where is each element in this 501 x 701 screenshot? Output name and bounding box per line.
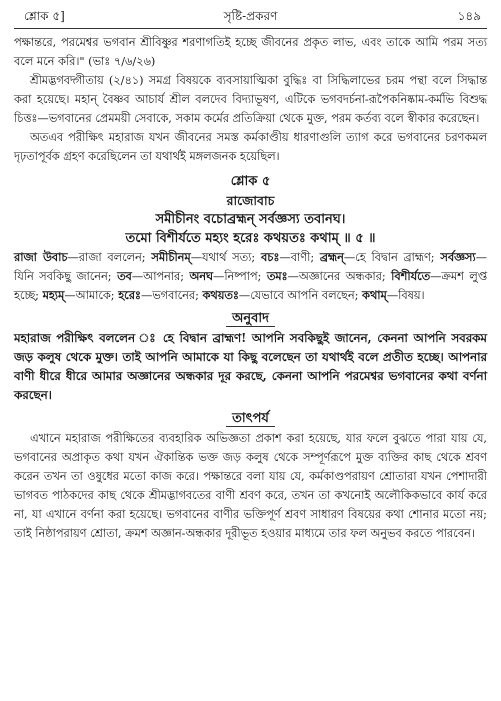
verse-line-2: তমো বিশীর্যতে মহ্যং হরেঃ কথয়তঃ কথাম্ ॥ ৫ ॥ [125,231,376,246]
page-number: ১৪৯ [457,9,481,23]
synonym-word: অনঘ [189,269,214,283]
translation-text: মহারাজ পরীক্ষিৎ বললেন ঃ হে বিদ্বান ব্রাহ্মণ! আপনি সবকিছুই জানেন, কেননা আপনি সবরকম জড় কলুষ থেকে মুক্ত। তাই আপনি আমাকে যা কিছু বলেছেন তা যথার্থই বলে প্রতীত হচ্ছে। আপনার বাণী ধীরে ধীরে আমার অজ্ঞানের অন্ধকার দূর করছে, কেননা আপনি পরমেশ্বর ভগবানের কথা বর্ণনা করছেন। [14,331,487,402]
synonym-meaning: —ক্রমশ লুপ্ত হচ্ছে; [14,270,487,302]
synonym-meaning: —অজ্ঞানের অন্ধকার; [287,270,392,283]
synonym-word: তমঃ [266,269,288,283]
synonym-word: ব্রহ্মন্ [319,250,344,264]
synonym-meaning: —রাজা বললেন; [67,251,152,264]
synonym-meaning: —যেভাবে আপনি বলছেন; [238,289,363,302]
intro-paragraph-2: শ্রীমদ্ভগবদ্গীতায় (২/৪১) সমগ্র বিষয়কে ব্যবসায়াত্মিকা বুদ্ধিঃ বা সিদ্ধিলাভের চরম পন্থা বলে সিদ্ধান্ত করা হয়েছে। মহান্ বৈষ্ণব আচার্য শ্রীল বলদেব বিদ্যাভূষণ, এটিকে ভগবদর্চনা-রূপৈকনিষ্কাম-কর্মভি বিশুদ্ধ চিত্তঃ—ভগবানের প্রেমময়ী সেবাকে, সকাম কর্মের প্রতিক্রিয়া থেকে মুক্ত, পরম কর্তব্য বলে স্বীকার করেছেন। [14,74,487,125]
header-rule [14,28,487,29]
synonym-word: কথয়তঃ [202,288,239,302]
synonym-word: কথাম্ [362,288,387,302]
synonym-word: বিশীর্যতে [391,269,431,283]
purport-heading: তাৎপর্য [14,409,487,429]
purport-text: এখানে মহারাজ পরীক্ষিতের ব্যবহারিক অভিজ্ঞতা প্রকাশ করা হয়েছে, যার ফলে বুঝতে পারা যায় যে, ভগবানের অপ্রাকৃত কথা যখন ঐকান্তিক ভক্ত জড় কলুষ থেকে সম্পূর্ণরূপে মুক্ত ব্যক্তির কাছ থেকে শ্রবণ করেন তখন তা ওষুধের মতো কাজ করে। পক্ষান্তরে বলা যায় যে, কর্মকাণ্ডপরায়ণ শ্রোতারা যখন পেশাদারী ভাগবত পাঠকদের কাছ থেকে শ্রীমদ্ভাগবতের বাণী শ্রবণ করে, তখন তা কখনোই অলৌকিকভাবে কার্য করে না, যা এখানে বর্ণনা করা হয়েছে। ভগবানের বাণীর ভক্তিপূর্ণ শ্রবণ সাধারণ বিষয়ের কথা শোনার মতো নয়; তাই নিষ্ঠাপরায়ণ শ্রোতা, ক্রমশ অজ্ঞান-অন্ধকার দূরীভূত হওয়ার মাধ্যমে তার ফল অনুভব করতে পারবেন। [14,432,487,540]
synonym-meaning: —বাণী; [279,251,320,264]
book-page [14,6,487,694]
translation-heading: অনুবাদ [14,309,487,329]
intro-paragraph-3: অতএব পরীক্ষিৎ মহারাজ যখন জীবনের সমস্ত কর্মকাণ্ডীয় ধারণাগুলি ত্যাগ করে ভগবানের চরণকমল দৃঢ়তাপূর্বক গ্রহণ করেছিলেন তা যথার্থই মঙ্গলজনক হয়েছিল। [14,131,487,163]
synonym-meaning: —বিষয়। [386,289,425,302]
synonym-meaning: —ভগবানের; [140,289,203,302]
synonym-word: বচঃ [260,250,280,264]
verse-heading: শ্লোক ৫ [230,174,271,189]
synonym-meaning: —হে বিদ্বান ব্রাহ্মণ; [343,251,441,264]
intro-paragraph-1: পক্ষান্তরে, পরমেশ্বর ভগবান শ্রীবিষ্ণুর শরণাগতিই হচ্ছে জীবনের প্রকৃত লাভ, এবং তাকে আমি পরম সত্য বলে মনে করি।" (ভাঃ ৭/৬/২৬) [14,36,487,68]
running-header [14,6,487,28]
header-chapter-title: সৃষ্টি-প্রকরণ [223,9,278,23]
synonym-word: হরেঃ [118,288,141,302]
header-verse-ref: শ্লোক ৫] [24,9,65,23]
synonym-meaning: —আমাকে; [64,289,119,302]
synonym-word: মহ্যম্ [42,288,65,302]
synonym-word: তব [117,269,132,283]
verse-speaker: রাজোবাচ [226,193,275,208]
synonyms [14,248,487,305]
synonym-meaning: —নিষ্পাপ; [213,270,267,283]
synonym-word: সর্বজ্ঞস্য [440,250,476,264]
synonym-meaning: —যিনি সবকিছু জানেন; [14,251,487,283]
synonym-meaning: —যথার্থ সত্য; [190,251,261,264]
synonym-meaning: —আপনার; [131,270,190,283]
synonym-word: সমীচীনম্ [151,250,191,264]
verse-line-1: সমীচীনং বচোব্রহ্মন্ সর্বজ্ঞস্য তবানঘ। [155,212,346,227]
synonym-word: রাজা উবাচ [14,250,68,264]
